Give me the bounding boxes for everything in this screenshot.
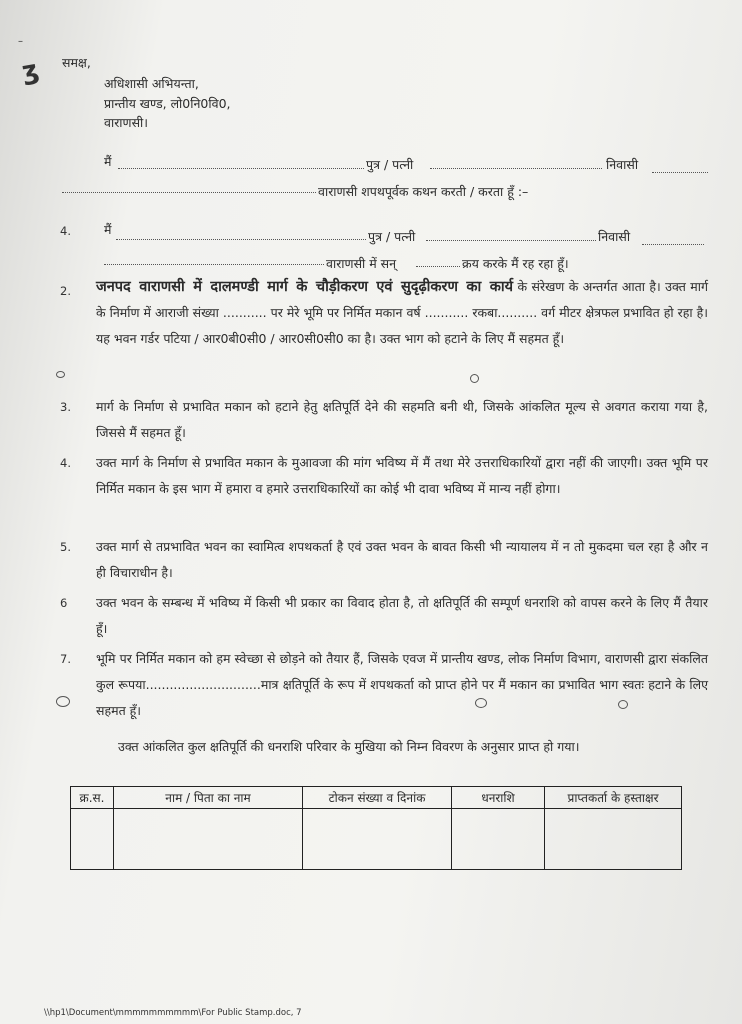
clause-number: 3. <box>60 400 71 414</box>
recipient-table <box>70 786 682 870</box>
clause-number: 7. <box>60 652 71 666</box>
cell-name[interactable] <box>114 809 303 870</box>
father-blank[interactable] <box>430 156 602 169</box>
clause-7-text: भूमि पर निर्मित मकान को हम स्वेच्छा से छोड़ने को तैयार हैं, जिसके एवज में प्रान्तीय खण्ड, लोक निर्माण विभाग, वाराणसी द्वारा संकलित कुल रूपया.............................मात्र क्षतिपूर्ति के रूप में शपथकर्ता को प्राप्त होने पर मैं मकान का प्रभावित भाग स्वतः हटाने के लिए सहमत हूँ। <box>96 651 708 718</box>
punch-mark <box>470 374 479 383</box>
clause1-father-blank[interactable] <box>426 228 596 241</box>
clause1-purchase: क्रय करके मैं रह रहा हूँ। <box>462 256 569 271</box>
punch-mark <box>56 696 70 707</box>
address-line1: अधिशासी अभियन्ता, <box>104 76 199 91</box>
address-line3: वाराणसी। <box>104 115 149 130</box>
clause-2-body: के संरेखण के अन्तर्गत आता है। उक्त मार्ग के निर्माण में आराजी संख्या ........... पर मेरे भूमि पर निर्मित मकान वर्ष ........... रकबा.......... वर्ग मीटर क्षेत्रफल प्रभावित हो रहा है। यह भवन गर्डर पटिया / आर0बी0सी0 / आर0सी0सी0 का है। उक्त भाग को हटाने के लिए मैं सहमत हूँ। <box>96 279 708 346</box>
clause-2-lead: जनपद वाराणसी में दालमण्डी मार्ग के चौड़ीकरण एवं सुदृढ़ीकरण का कार्य <box>96 279 514 295</box>
cell-token[interactable] <box>303 809 452 870</box>
col-signature: प्राप्तकर्ता के हस्ताक्षर <box>545 787 682 809</box>
clause1-son-wife: पुत्र / पत्नी <box>368 229 416 244</box>
clause-number: 5. <box>60 540 71 554</box>
clause-number: 4. <box>60 456 71 470</box>
name-blank[interactable] <box>118 156 364 169</box>
footer-path: \\hp1\Document\mmmmmmmmmm\For Public Stamp.doc, 7 <box>44 1008 302 1018</box>
cell-signature[interactable] <box>545 809 682 870</box>
intro-mai: मैं <box>104 154 112 169</box>
table-header-row <box>71 787 682 809</box>
intro-statement: वाराणसी शपथपूर्वक कथन करती / करता हूँ :– <box>318 184 529 199</box>
clause1-year-label: वाराणसी में सन् <box>326 256 397 271</box>
address-blank[interactable] <box>62 180 316 193</box>
handwritten-mark: ʒ <box>19 54 42 88</box>
clause-6-text: उक्त भवन के सम्बन्ध में भविष्य में किसी भी प्रकार का विवाद होता है, तो क्षतिपूर्ति की सम्पूर्ण धनराशि को वापस करने के लिए मैं तैयार हूँ। <box>96 595 708 636</box>
col-amount: धनराशि <box>452 787 545 809</box>
clause-number: 2. <box>60 284 71 298</box>
col-serial: क्र.स. <box>71 787 114 809</box>
table-row <box>71 809 682 870</box>
address-to: समक्ष, <box>62 55 91 70</box>
punch-mark <box>618 700 628 709</box>
cell-serial[interactable] <box>71 809 114 870</box>
clause-number: 6 <box>60 596 68 610</box>
margin-tick: – <box>18 36 23 47</box>
clause-2-text <box>96 274 708 352</box>
clause1-resident-blank[interactable] <box>642 232 704 245</box>
resident-blank[interactable] <box>652 160 708 173</box>
punch-mark <box>475 698 487 708</box>
punch-mark <box>56 371 65 378</box>
col-token: टोकन संख्या व दिनांक <box>303 787 452 809</box>
clause1-resident: निवासी <box>598 229 631 244</box>
clause-4-text: उक्त मार्ग के निर्माण से प्रभावित मकान के मुआवजा की मांग भविष्य में मैं तथा मेरे उत्तराधिकारियों द्वारा नहीं की जाएगी। उक्त भूमि पर निर्मित मकान के इस भाग में हमारा व हमारे उत्तराधिकारियों का कोई भी दावा भविष्य में मान्य नहीं होगा। <box>96 455 708 496</box>
clause-3-text: मार्ग के निर्माण से प्रभावित मकान को हटाने हेतु क्षतिपूर्ति देने की सहमति बनी थी, जिसके आंकलित मूल्य से अवगत कराया गया है, जिससे मैं सहमत हूँ। <box>96 399 708 440</box>
clause1-name-blank[interactable] <box>116 227 366 240</box>
intro-son-wife: पुत्र / पत्नी <box>366 157 414 172</box>
clause1-address-blank[interactable] <box>104 252 324 265</box>
clause-5-text: उक्त मार्ग से तप्रभावित भवन का स्वामित्व शपथकर्ता है एवं उक्त भवन के बावत किसी भी न्यायालय में न तो मुकदमा चल रहा है और न ही विचाराधीन है। <box>96 539 708 580</box>
address-line2: प्रान्तीय खण्ड, लो0नि0वि0, <box>104 96 231 111</box>
clause1-mai: मैं <box>104 222 112 237</box>
clause1-year-blank[interactable] <box>416 254 460 267</box>
col-name: नाम / पिता का नाम <box>114 787 303 809</box>
intro-resident: निवासी <box>606 157 639 172</box>
clause-number: 4. <box>60 224 71 238</box>
closing-text: उक्त आंकलित कुल क्षतिपूर्ति की धनराशि परिवार के मुखिया को निम्न विवरण के अनुसार प्राप्त हो गया। <box>118 739 580 754</box>
cell-amount[interactable] <box>452 809 545 870</box>
